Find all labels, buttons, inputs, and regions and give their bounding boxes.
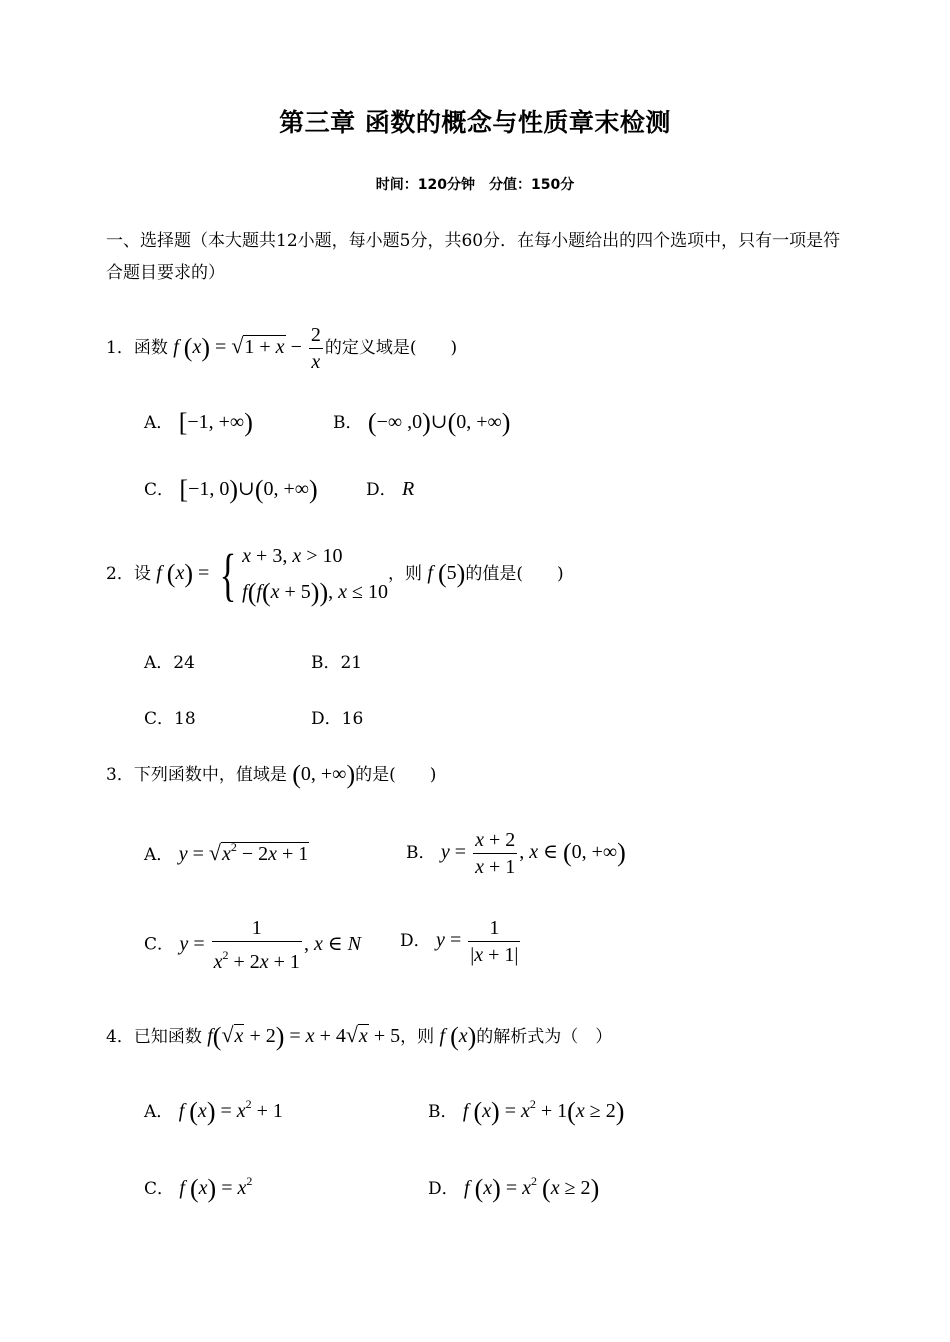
question-number: 2． — [106, 564, 134, 585]
formula: f(√x + 2) = x + 4√x + 5 — [207, 1022, 401, 1051]
option-label: A． — [144, 845, 174, 865]
question-number: 1． — [106, 338, 134, 359]
option-c[interactable]: C．18 — [144, 709, 196, 729]
formula: f $(x) = x^2 + 1$ — [178, 1097, 283, 1126]
option-c[interactable] — [144, 1174, 252, 1204]
option-label: A． — [144, 413, 174, 433]
option-label: C． — [144, 934, 175, 955]
option-a[interactable] — [144, 840, 309, 866]
option-c[interactable] — [144, 915, 361, 975]
question-number: 3． — [106, 765, 134, 785]
option-d[interactable] — [366, 475, 414, 501]
option-b[interactable] — [333, 408, 510, 438]
option-b[interactable]: B．21 — [311, 653, 363, 673]
exam-info: 时间：120分钟 分值：150分 — [375, 177, 575, 193]
formula: f (5) — [427, 559, 466, 589]
formula: y = $\frac{1}{x^2 + 2x + 1}$ , x ∈ N — [179, 917, 361, 973]
option-a[interactable] — [144, 1097, 283, 1127]
option-label: B． — [428, 1102, 458, 1122]
formula: $y = √x^2 - 2x + 1$ — [178, 840, 309, 865]
question-stem-mid: ，则 — [388, 564, 423, 585]
option-label: B． — [333, 413, 363, 433]
option-label: D． — [428, 1179, 459, 1199]
question-1 — [106, 322, 457, 375]
option-d[interactable] — [400, 915, 522, 968]
formula: R — [402, 478, 415, 500]
option-b[interactable] — [406, 827, 626, 880]
page-title: 第三章 函数的概念与性质章末检测 — [279, 108, 671, 137]
formula: f (x) = √1 + x − $\frac{2}{x}$ — [173, 324, 321, 373]
question-stem-suffix: 的是( ) — [355, 765, 437, 785]
question-stem-suffix: 的值是( ) — [465, 564, 564, 585]
question-stem-prefix: 已知函数 — [133, 1027, 202, 1047]
question-stem-mid: ，则 — [400, 1027, 435, 1047]
option-label: C． — [144, 480, 175, 500]
question-3 — [106, 760, 436, 790]
formula: f $(x) = x^2$ — [179, 1174, 253, 1203]
section-heading: 一、选择题（本大题共12小题，每小题5分，共60分．在每小题给出的四个选项中，只有一项是符合题目要求的） — [106, 231, 841, 283]
option-label: B． — [406, 843, 436, 864]
question-stem-prefix: 下列函数中，值域是 — [133, 765, 287, 785]
formula: f $(x) = x^2 + 1(x \ge 2)$ — [462, 1097, 625, 1126]
question-stem-suffix: 的定义域是( ) — [324, 338, 458, 359]
option-label: D． — [366, 480, 397, 500]
option-d[interactable]: D．16 — [311, 709, 364, 729]
option-a[interactable]: A．24 — [144, 653, 195, 673]
question-4 — [106, 1022, 612, 1052]
formula: (0, +∞) — [292, 760, 356, 789]
question-stem-prefix: 设 — [133, 564, 151, 585]
formula: f $(x) = x^2$ (x ≥ 2) — [464, 1174, 600, 1203]
formula: [−1, +∞) — [178, 408, 253, 437]
formula: f (x) — [439, 1022, 477, 1051]
formula: f (x) = { x + 3, x > 10 f(f(x + 5)), x ≤ 10 — [156, 542, 389, 607]
formula: y = $\frac{x + 2}{x + 1}$ , x ∈ (0, +∞) — [440, 829, 626, 878]
option-a[interactable] — [144, 408, 253, 438]
option-c[interactable] — [144, 475, 318, 505]
question-2 — [106, 538, 564, 611]
option-label: D． — [400, 931, 431, 952]
formula: (−∞ ,0)∪(0, +∞) — [367, 408, 511, 437]
question-stem-prefix: 函数 — [133, 338, 168, 359]
option-b[interactable] — [428, 1097, 624, 1127]
question-number: 4． — [106, 1027, 134, 1047]
option-d[interactable] — [428, 1174, 599, 1204]
question-stem-suffix: 的解析式为（ ） — [476, 1027, 613, 1047]
formula: [−1, 0)∪(0, +∞) — [179, 475, 318, 504]
formula: y = $\frac{1}{|x + 1|}$ — [436, 917, 519, 966]
option-label: A． — [144, 1102, 174, 1122]
option-label: C． — [144, 1179, 175, 1199]
